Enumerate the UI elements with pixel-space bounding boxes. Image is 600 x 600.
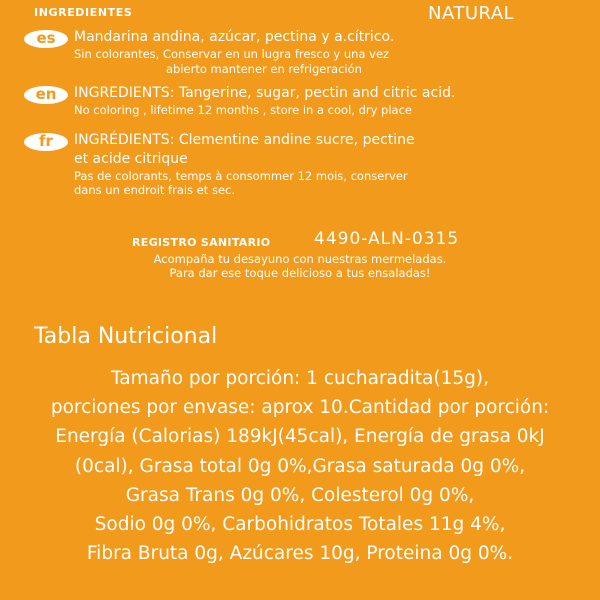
- nutrition-line: porciones por envase: aprox 10.Cantidad por porción:: [50, 397, 550, 419]
- lang-badge-fr: fr: [24, 133, 68, 151]
- nutrition-line: (0cal), Grasa total 0g 0%,Grasa saturada 0g 0%,: [74, 455, 526, 477]
- nutrition-line: Tamaño por porción: 1 cucharadita(15g),: [111, 368, 489, 389]
- slogan-line2: Para dar ese toque delicioso a tus ensaladas!: [169, 266, 431, 280]
- ingredients-es-title: Mandarina andina, azúcar, pectina y a.cítrico.: [74, 29, 395, 45]
- nutrition-line: Sodio 0g 0%, Carbohidratos Totales 11g 4%,: [94, 514, 506, 536]
- ingredients-es-note-line2: abierto mantener en refrigeración: [166, 62, 362, 76]
- nutrition-line: Energía (Calorias) 189kJ(45cal), Energía de grasa 0kJ: [55, 426, 545, 448]
- ingredients-en-note: No coloring , lifetime 12 months , store in a cool, dry place: [74, 103, 412, 117]
- ingredients-heading: INGREDIENTES: [34, 6, 133, 19]
- ingredients-fr-note-line1: Pas de colorants, temps à consommer 12 mois, conserver: [74, 169, 408, 183]
- ingredients-fr-title-line2: et acide citrique: [74, 151, 188, 167]
- health-registration-label: REGISTRO SANITARIO: [132, 236, 271, 249]
- ingredients-fr-note-line2: dans un endroit frais et sec.: [74, 183, 235, 197]
- lang-badge-es: es: [24, 30, 68, 48]
- lang-badge-en: en: [24, 86, 68, 104]
- ingredients-en-title: INGREDIENTS: Tangerine, sugar, pectin and citric acid.: [74, 85, 456, 101]
- variant-label: NATURAL: [428, 3, 515, 24]
- health-registration-number: 4490-ALN-0315: [314, 229, 460, 249]
- slogan-line1: Acompaña tu desayuno con nuestras mermeladas.: [153, 252, 447, 266]
- nutrition-facts: [0, 364, 600, 568]
- ingredients-fr-title: INGRÉDIENTS: Clementine andine sucre, pectine: [74, 132, 415, 148]
- ingredients-es-note-line1: Sin colorantes, Conservar en un lugra fresco y una vez: [74, 47, 390, 61]
- nutrition-table-title: Tabla Nutricional: [34, 324, 218, 349]
- nutrition-line: Fibra Bruta 0g, Azúcares 10g, Proteina 0g 0%.: [86, 543, 514, 565]
- nutrition-line: Grasa Trans 0g 0%, Colesterol 0g 0%,: [125, 484, 475, 506]
